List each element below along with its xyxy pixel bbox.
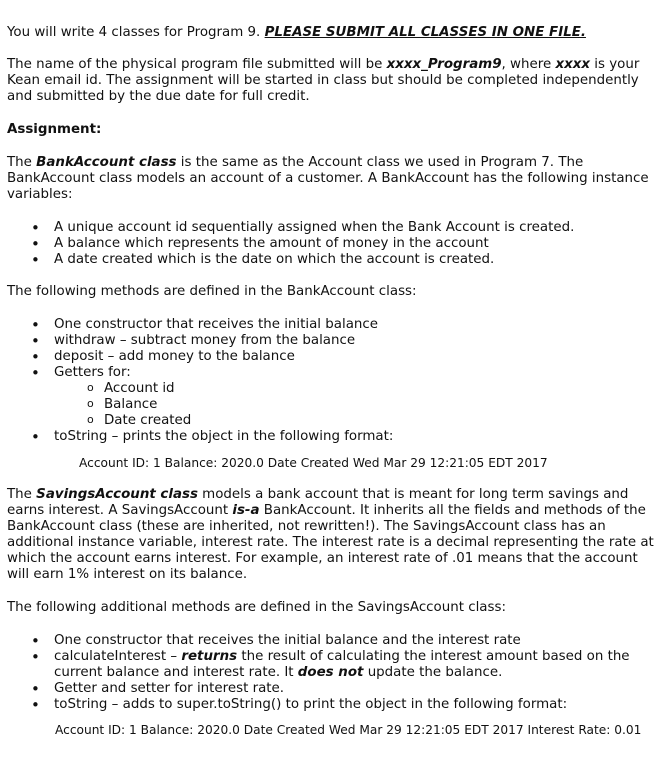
savings-text-2: models a bank account that is meant for long term savings and earns interest. A SavingsAccount (7, 487, 629, 518)
bank-text-1: The (7, 155, 37, 170)
intro-lead: You will write 4 classes for Program 9. (7, 25, 261, 40)
getter-item: o Date created (7, 413, 657, 429)
list-item: • A date created which is the date on which the account is created. (7, 252, 657, 268)
email-placeholder: xxxx (555, 57, 591, 72)
assignment-heading: Assignment: (7, 122, 102, 137)
bank-methods-intro: The following methods are defined in the BankAccount class: (7, 284, 417, 299)
list-item: • A unique account id sequentially assigned when the Bank Account is created. (7, 220, 657, 236)
bankaccount-class-name: BankAccount class (36, 155, 177, 170)
bank-tostring-format: Account ID: 1 Balance: 2020.0 Date Created Wed Mar 29 12:21:05 EDT 2017 (79, 456, 548, 470)
list-item: • toString – adds to super.toString() to print the object in the following format: (7, 697, 657, 713)
bankaccount-paragraph (7, 155, 657, 203)
intro-paragraph (7, 25, 657, 41)
savings-methods-list (7, 633, 657, 713)
returns-emphasis: returns (181, 649, 238, 664)
list-item: • One constructor that receives the initial balance and the interest rate (7, 633, 657, 649)
savings-text-3: BankAccount. It inherits all the fields and methods of the BankAccount class (these are inherited, not rewritten!). The SavingsAccount class has an additional instance variable, interest rate. The interest rate is a decimal representing the rate at which the account earns interest. For example, an interest rate of .01 means that the account will earn 1% interest on its balance. (7, 503, 654, 582)
does-not-emphasis: does not (297, 665, 364, 680)
savingsaccount-class-name: SavingsAccount class (36, 487, 198, 502)
savings-tostring-format: Account ID: 1 Balance: 2020.0 Date Created Wed Mar 29 12:21:05 EDT 2017 Interest Rate: 0.01 (55, 723, 642, 737)
getter-item: o Balance (7, 397, 657, 413)
list-item: • A balance which represents the amount of money in the account (7, 236, 657, 252)
program-filename: xxxx_Program9 (386, 57, 502, 72)
list-item: • calculateInterest – returns the result of calculating the interest amount based on the current balance and interest rate. It does not update the balance. (7, 649, 657, 681)
list-item: • Getter and setter for interest rate. (7, 681, 657, 697)
submit-instruction: PLEASE SUBMIT ALL CLASSES IN ONE FILE. (264, 25, 586, 40)
is-a-emphasis: is-a (232, 503, 260, 518)
list-item: • toString – prints the object in the following format: (7, 429, 657, 445)
list-item: • deposit – add money to the balance (7, 349, 657, 365)
naming-paragraph (7, 57, 657, 105)
naming-text-1: The name of the physical program file submitted will be (7, 57, 387, 72)
savings-methods-intro: The following additional methods are defined in the SavingsAccount class: (7, 600, 506, 615)
naming-text-2: , where (501, 57, 556, 72)
bank-text-2: is the same as the Account class we used in Program 7. The BankAccount class models an account of a customer. A BankAccount has the following instance variables: (7, 155, 649, 202)
savingsaccount-paragraph (7, 487, 657, 583)
naming-text-3: is your Kean email id. The assignment will be started in class but should be completed independently and submitted by the due date for full credit. (7, 57, 640, 104)
savings-text-1: The (7, 487, 37, 502)
getter-item: o Account id (7, 381, 657, 397)
list-item: • Getters for: (7, 365, 657, 381)
list-item: • One constructor that receives the initial balance (7, 317, 657, 333)
list-item: • withdraw – subtract money from the balance (7, 333, 657, 349)
bank-methods-list (7, 317, 657, 445)
bank-variables-list (7, 220, 657, 268)
